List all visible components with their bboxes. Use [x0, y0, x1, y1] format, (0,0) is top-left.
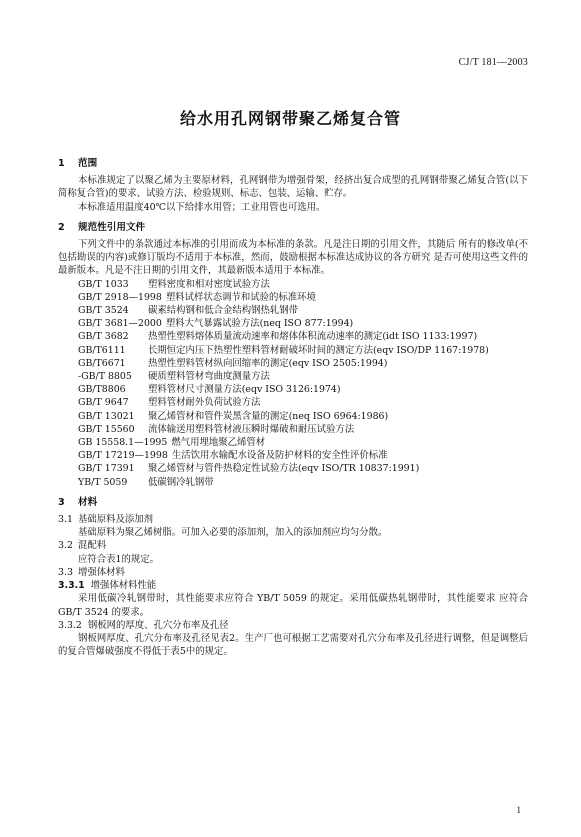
reference-title: 长期恒定内压下热塑性塑料管材耐破坏时间的测定方法(eqv ISO/DP 1167:1978) — [148, 344, 489, 356]
reference-code: -GB/T 8805 — [78, 371, 132, 383]
scope-paragraph: 本标准适用温度40℃以下给排水用管；工业用管也可选用。 — [78, 201, 326, 213]
section-number: 2 — [58, 221, 65, 233]
reference-code: GB/T8806 — [78, 384, 126, 396]
reference-code: GB/T 1033 — [78, 278, 129, 290]
subsection-3-3 — [58, 566, 528, 579]
reference-code: GB/T 3681—2000 — [78, 318, 162, 330]
reference-title: 流体输送用塑料管材液压瞬时爆破和耐压试验方法 — [148, 423, 355, 435]
reference-code: GB/T 17391 — [78, 463, 135, 475]
subsection-title: 混配料 — [78, 540, 107, 552]
subsection-text: 基础原料为聚乙烯树脂。可加入必要的添加剂，加入的添加剂应均匀分散。 — [78, 527, 388, 539]
reference-code: GB/T 9647 — [78, 397, 129, 409]
reference-title: 燃气用埋地聚乙烯管材 — [171, 437, 266, 449]
reference-title: 聚乙烯管材和管件炭黑含量的测定(neq ISO 6964:1986) — [148, 410, 389, 422]
subsection-3-3-2 — [58, 619, 528, 632]
reference-code: GB 15558.1—1995 — [78, 437, 168, 449]
document-title: 给水用孔网钢带聚乙烯复合管 — [179, 109, 401, 128]
reference-code: GB/T6671 — [78, 357, 126, 369]
reference-code: GB/T 2918—1998 — [78, 291, 162, 303]
reference-title: 塑料大气暴露试验方法(neq ISO 877:1994) — [165, 318, 354, 330]
reference-title: 生活饮用水输配水设备及防护材料的安全性评价标准 — [171, 450, 388, 462]
subsection-number: 3.3 — [58, 566, 73, 578]
reference-item — [58, 436, 528, 449]
reference-list — [58, 278, 528, 489]
reference-title: 聚乙烯管材与管件热稳定性试验方法(eqv ISO/TR 10837:1991) — [148, 463, 420, 475]
references-paragraph: 下列文件中的条款通过本标准的引用而成为本标准的条款。凡是注日期的引用文件，其随后 所有的修改单(不包括勘误的内容)或修订版均不适用于本标准，然而，鼓励根据本标准达成协议的各方研究 是否可使用这些文件的最新版本。凡是不注日期的引用文件，其最新版本适用于本标准。 — [58, 239, 528, 277]
reference-code: GB/T 17219—1998 — [78, 450, 168, 462]
subsection-text: 采用低碳冷轧钢带时，其性能要求应符合 YB/T 5059 的规定。采用低碳热轧钢带时，其性能要求 应符合GB/T 3524 的要求。 — [58, 593, 528, 618]
reference-code: GB/T6111 — [78, 344, 126, 356]
reference-title: 低碳钢冷轧钢带 — [148, 476, 214, 488]
reference-item — [58, 330, 528, 343]
reference-item — [58, 370, 528, 383]
subsection-title: 增强体材料 — [78, 566, 125, 578]
reference-code: GB/T 3524 — [78, 305, 129, 317]
reference-title: 塑料密度和相对密度试验方法 — [148, 278, 270, 290]
reference-item — [58, 396, 528, 409]
reference-item — [58, 410, 528, 423]
reference-item — [58, 291, 528, 304]
subsection-3-3-1 — [58, 579, 528, 592]
page-number: 1 — [516, 805, 521, 815]
reference-item — [58, 278, 528, 291]
subsection-number: 3.2 — [58, 540, 73, 552]
subsection-text: 钢板网厚度、孔穴分布率及孔径见表2。生产厂也可根据工艺需要对孔穴分布率及孔径进行调整，但是调整后的复合管爆破强度不得低于表5中的规定。 — [58, 632, 528, 658]
reference-title: 硬质塑料管材弯曲度测量方法 — [148, 371, 270, 383]
reference-item — [58, 317, 528, 330]
subsection-number: 3.3.1 — [58, 580, 85, 592]
reference-item — [58, 476, 528, 489]
section-heading-materials — [58, 496, 528, 509]
section-number: 1 — [58, 158, 65, 169]
reference-title: 塑料管材尺寸测量方法(eqv ISO 3126:1974) — [148, 384, 341, 396]
reference-item — [58, 423, 528, 436]
reference-item — [58, 357, 528, 370]
reference-item — [58, 383, 528, 396]
reference-title: 热塑性塑料熔体质量流动速率和熔体体积流动速率的测定(idt ISO 1133:1997) — [148, 331, 478, 343]
section-title: 材料 — [78, 496, 98, 508]
subsection-title: 增强体材料性能 — [90, 580, 157, 592]
scope-paragraph: 本标准规定了以聚乙烯为主要原材料，孔网钢带为增强骨架，经挤出复合成型的孔网钢带聚乙烯复合管(以下简称复合管)的要求、试验方法、检验规则、标志、包装、运输、贮存。 — [58, 175, 528, 200]
section-title: 规范性引用文件 — [78, 221, 146, 233]
subsection-number: 3.1 — [58, 514, 73, 526]
reference-item — [58, 304, 528, 317]
section-title: 范围 — [78, 158, 98, 169]
subsection-3-2 — [58, 539, 528, 552]
subsection-number: 3.3.2 — [58, 619, 82, 631]
document-body — [58, 150, 528, 658]
subsection-title: 基础原料及添加剂 — [78, 514, 154, 526]
reference-title: 热塑性塑料管材纵向回缩率的测定(eqv ISO 2505:1994) — [148, 357, 388, 369]
reference-item — [58, 449, 528, 462]
section-number: 3 — [58, 496, 65, 508]
section-heading-references — [58, 221, 528, 234]
reference-code: GB/T 3682 — [78, 331, 129, 343]
reference-code: GB/T 15560 — [78, 423, 135, 435]
subsection-text: 应符合表1的规定。 — [78, 553, 159, 565]
subsection-3-1 — [58, 513, 528, 526]
section-heading-scope — [58, 157, 528, 170]
subsection-title: 钢板网的厚度、孔穴分布率及孔径 — [87, 619, 229, 631]
reference-title: 碳素结构钢和低合金结构钢热轧钢带 — [148, 305, 299, 317]
reference-code: GB/T 13021 — [78, 410, 135, 422]
reference-item — [58, 462, 528, 475]
reference-item — [58, 344, 528, 357]
reference-title: 塑料管材耐外负荷试验方法 — [148, 397, 261, 409]
reference-code: YB/T 5059 — [78, 476, 128, 488]
standard-number: CJ/T 181—2003 — [458, 57, 528, 68]
reference-title: 塑料试样状态调节和试验的标准环境 — [165, 291, 316, 303]
